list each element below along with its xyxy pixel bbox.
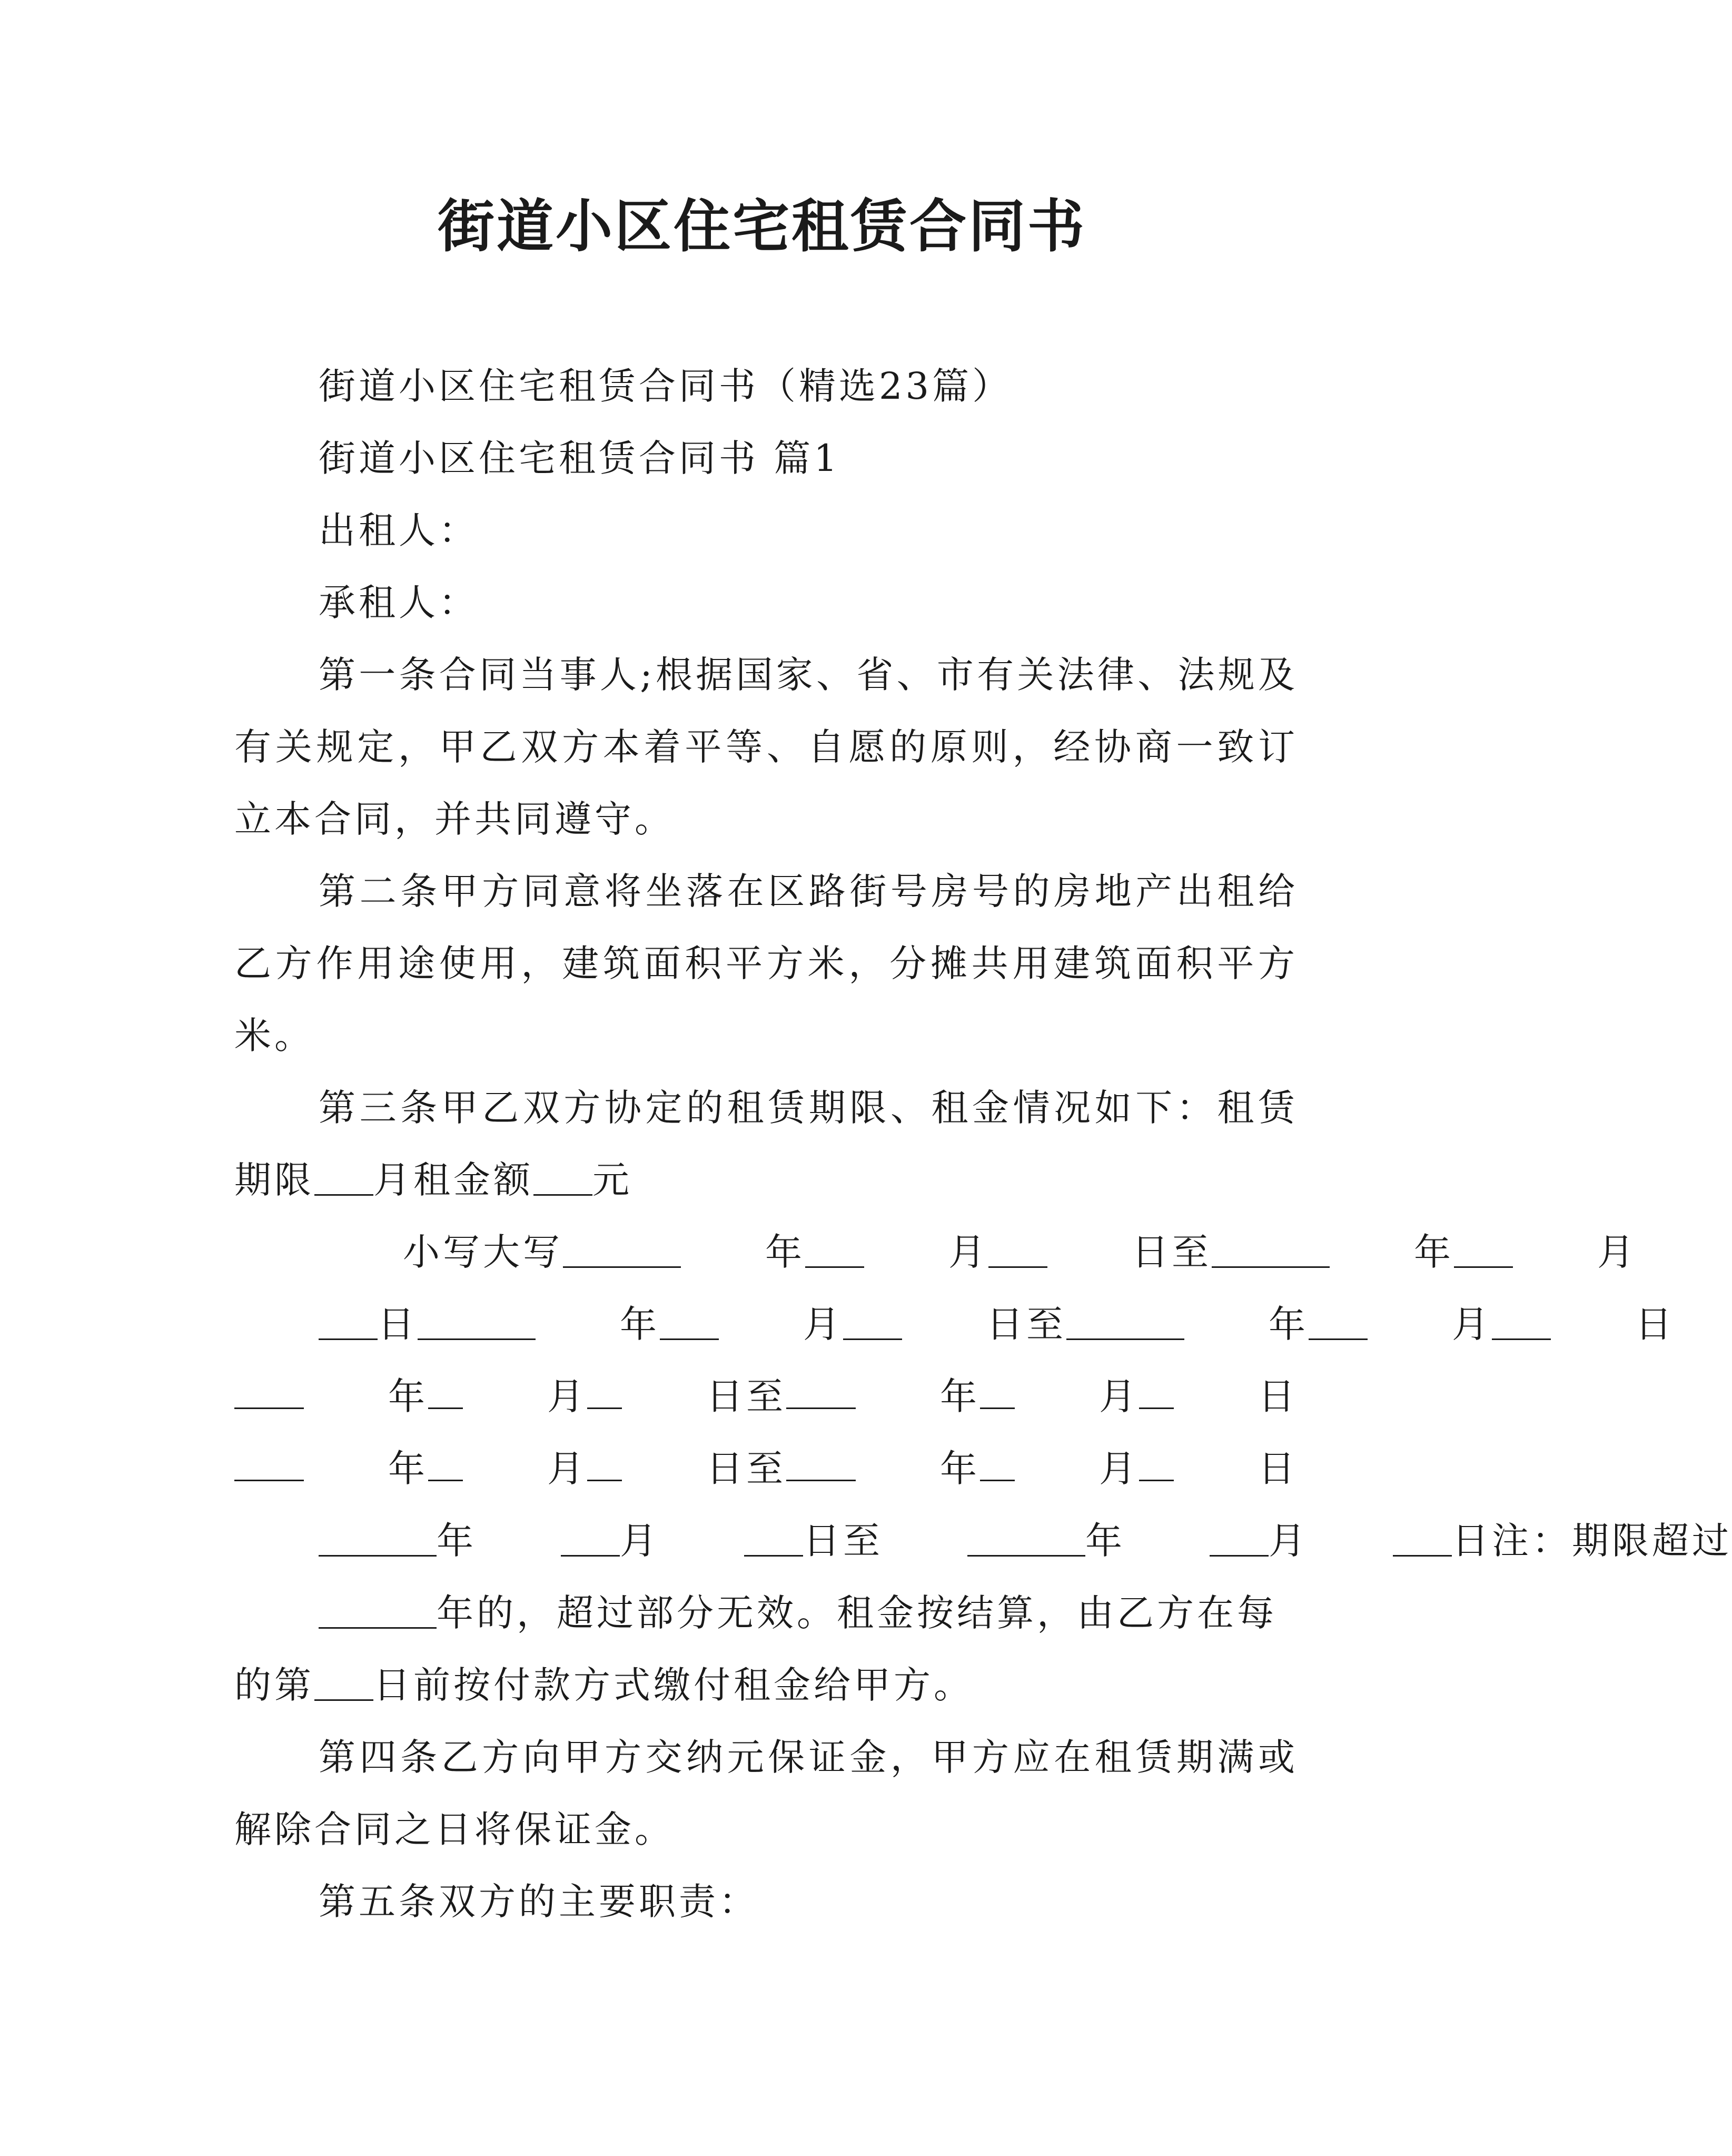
document-body (234, 350, 1732, 1938)
month-label: 月 (1099, 1375, 1139, 1418)
month-label: 月 (547, 1375, 587, 1418)
schedule-line-4 (234, 1433, 1298, 1505)
blank (428, 1371, 463, 1409)
blank (786, 1371, 856, 1409)
blank (587, 1443, 622, 1481)
to-label: 日至 (803, 1519, 883, 1562)
article-5: 第五条双方的主要职责： (319, 1880, 759, 1923)
blank (563, 1229, 681, 1268)
blank (234, 1443, 304, 1481)
blank (234, 1371, 304, 1409)
day-label: 日 (1258, 1375, 1298, 1418)
to-label: 日至 (706, 1447, 786, 1490)
month-label: 月 (620, 1519, 660, 1562)
article-1: 第一条合同当事人;根据国家、省、市有关法律、法规及有关规定，甲乙双方本着平等、自愿的原则，经协商一致订立本合同，并共同遵守。 (234, 653, 1298, 841)
year-label: 年 (940, 1375, 980, 1418)
lessor-label: 出租人： (319, 509, 479, 552)
note-end: 日前按付款方式缴付租金给甲方。 (373, 1663, 974, 1707)
schedule-note-cont (234, 1577, 1298, 1721)
blank (1210, 1518, 1269, 1557)
blank (587, 1371, 622, 1409)
blank (1066, 1302, 1184, 1340)
month-label: 月 (1099, 1447, 1139, 1490)
article-4: 第四条乙方向甲方交纳元保证金，甲方应在租赁期满或解除合同之日将保证金。 (234, 1736, 1298, 1851)
month-label: 月 (547, 1447, 587, 1490)
blank (1212, 1229, 1330, 1268)
to-label: 日至 (706, 1375, 786, 1418)
month-label: 月 (803, 1303, 843, 1346)
day-label: 日 (378, 1303, 418, 1346)
to-label: 日至 (986, 1303, 1066, 1346)
month-label: 月 (1269, 1519, 1309, 1562)
blank (1454, 1229, 1513, 1268)
yuan-label: 元 (592, 1158, 632, 1202)
blank (1492, 1302, 1551, 1340)
schedule-line-1 (234, 1216, 1637, 1288)
blank (980, 1443, 1015, 1481)
year-label: 年 (620, 1303, 660, 1346)
lease-term-blank (314, 1157, 373, 1196)
schedule-lead: 小写大写 (403, 1230, 563, 1274)
year-label: 年 (437, 1519, 477, 1562)
schedule-line-5 (234, 1505, 1732, 1577)
blank (843, 1302, 902, 1340)
blank (744, 1518, 803, 1557)
month-label: 月 (948, 1230, 988, 1274)
schedule-line-2 (234, 1288, 1675, 1361)
blank (314, 1662, 373, 1701)
blank (561, 1518, 620, 1557)
blank (988, 1229, 1047, 1268)
year-label: 年 (1269, 1303, 1309, 1346)
chapter-heading: 街道小区住宅租赁合同书 篇1 (319, 437, 840, 480)
blank (1139, 1443, 1174, 1481)
blank (1139, 1371, 1174, 1409)
month-label: 月 (1597, 1230, 1637, 1274)
blank (319, 1302, 378, 1340)
article-2: 第二条甲方同意将坐落在区路街号房号的房地产出租给乙方作用途使用，建筑面积平方米，分摊共用建筑面积平方米。 (234, 870, 1298, 1057)
blank (1309, 1302, 1368, 1340)
to-label: 日至 (1132, 1230, 1212, 1274)
year-label: 年 (388, 1375, 428, 1418)
month-label: 月 (1452, 1303, 1492, 1346)
schedule-line-3 (234, 1361, 1298, 1433)
blank (660, 1302, 719, 1340)
blank (319, 1590, 437, 1629)
year-label: 年 (765, 1230, 805, 1274)
blank (980, 1371, 1015, 1409)
article-3 (234, 1072, 1298, 1216)
lessee-label: 承租人： (319, 581, 479, 624)
blank (967, 1518, 1085, 1557)
blank (428, 1443, 463, 1481)
blank (1393, 1518, 1452, 1557)
blank (319, 1518, 437, 1557)
article-3-intro: 第三条甲乙双方协定的租赁期限、租金情况如下：租赁期限 (234, 1086, 1298, 1202)
year-label: 年 (1414, 1230, 1454, 1274)
year-label: 年 (940, 1447, 980, 1490)
document-subtitle: 街道小区住宅租赁合同书（精选23篇） (319, 365, 1013, 408)
blank (786, 1443, 856, 1481)
rent-amount-label: 月租金额 (373, 1158, 533, 1202)
day-label: 日 (1635, 1303, 1675, 1346)
blank (805, 1229, 864, 1268)
blank (418, 1302, 536, 1340)
rent-schedule (234, 1216, 1732, 1721)
rent-amount-blank (533, 1157, 592, 1196)
day-label: 日 (1258, 1447, 1298, 1490)
note-label: 日注：期限超过 (1452, 1519, 1732, 1562)
year-label: 年 (1085, 1519, 1125, 1562)
year-label: 年 (388, 1447, 428, 1490)
note-tail: 年的，超过部分无效。租金按结算，由乙方在每的第 (234, 1591, 1277, 1707)
document-title: 街道小区住宅租赁合同书 (437, 193, 1086, 260)
